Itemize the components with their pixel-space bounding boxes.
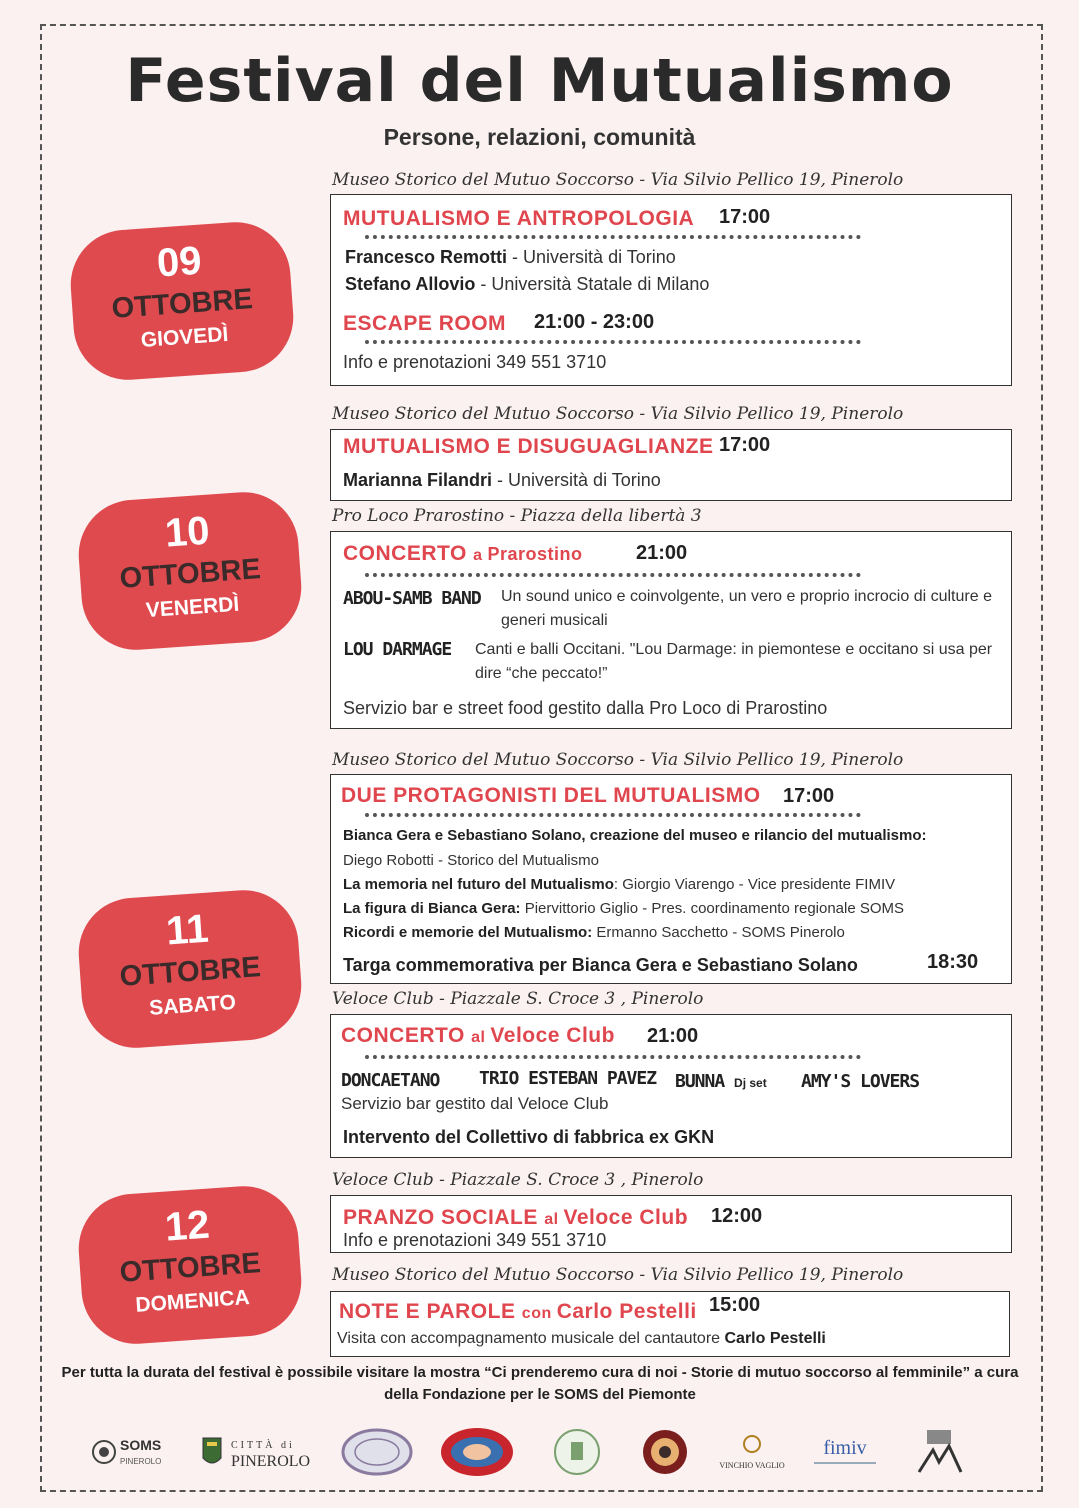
date-weekday: DOMENICA <box>134 1285 251 1317</box>
event-title <box>343 542 583 566</box>
band-name: AMY'S LOVERS <box>801 1071 920 1092</box>
bar-service: Servizio bar gestito dal Veloce Club <box>341 1094 609 1113</box>
date-day: 11 <box>164 906 210 954</box>
event-title: DUE PROTAGONISTI DEL MUTUALISMO <box>341 784 761 807</box>
handshake-graphic <box>437 1426 517 1478</box>
event-box-concerto-prarostino <box>330 531 1012 729</box>
info-booking: Info e prenotazioni 349 551 3710 <box>343 1230 607 1250</box>
page-subtitle: Persone, relazioni, comunità <box>383 124 696 150</box>
event-description <box>337 1330 826 1348</box>
title-part: NOTE E PAROLE <box>339 1300 522 1323</box>
speaker-affiliation: - Università Statale di Milano <box>475 274 710 294</box>
fimiv-logo <box>802 1424 888 1480</box>
speaker-name: Stefano Allovio <box>345 274 476 294</box>
title-part: Prarostino <box>487 544 583 564</box>
title-part: PRANZO SOCIALE <box>343 1206 545 1229</box>
dotted-divider <box>365 573 861 577</box>
event-title <box>343 1206 688 1230</box>
talk-line: Bianca Gera e Sebastiano Solano, creazione del museo e rilancio del mutualismo: <box>343 827 927 844</box>
event-box-disuguaglianze <box>330 429 1012 501</box>
citta-pinerolo-logo <box>194 1424 324 1480</box>
band-note: Dj set <box>734 1076 767 1090</box>
targa-line: Targa commemorativa per Bianca Gera e Sebastiano Solano <box>343 955 858 975</box>
venue-label: Pro Loco Prarostino - Piazza della libertà 3 <box>332 506 702 526</box>
title-part: Veloce Club <box>563 1206 689 1229</box>
title-part: a <box>473 547 488 564</box>
venue-label: Veloce Club - Piazzale S. Croce 3 , Pinerolo <box>332 1170 704 1190</box>
venue-label: Museo Storico del Mutuo Soccorso - Via Silvio Pellico 19, Pinerolo <box>332 1265 904 1285</box>
event-title: ESCAPE ROOM <box>343 312 507 335</box>
event-time: 12:00 <box>711 1205 763 1227</box>
vinchio-label: VINCHIO VAGLIO <box>719 1461 785 1470</box>
speaker-name: Marianna Filandri <box>343 470 493 490</box>
dotted-divider <box>365 1055 861 1059</box>
date-weekday: SABATO <box>148 990 237 1020</box>
soms-logo-graphic <box>90 1428 172 1476</box>
event-box-note-parole <box>330 1291 1010 1357</box>
band-name: ABOU-SAMB BAND <box>343 588 481 609</box>
talk-speaker: Ermanno Sacchetto - SOMS Pinerolo <box>592 924 845 941</box>
date-month: OTTOBRE <box>118 951 262 993</box>
desc-artist: Carlo Pestelli <box>724 1330 826 1347</box>
speaker-line <box>345 247 676 268</box>
round-seal-logo <box>336 1424 418 1480</box>
event-title: MUTUALISMO E ANTROPOLOGIA <box>343 207 695 230</box>
event-time: 21:00 <box>647 1025 699 1047</box>
intervento-line: Intervento del Collettivo di fabbrica ex GKN <box>343 1127 715 1147</box>
dotted-divider <box>365 235 861 239</box>
band-name: TRIO ESTEBAN PAVEZ <box>479 1068 657 1089</box>
event-time: 17:00 <box>783 785 835 807</box>
talk-title: La memoria nel futuro del Mutualismo <box>343 876 614 893</box>
date-day: 10 <box>163 508 212 556</box>
event-title: MUTUALISMO E DISUGUAGLIANZE <box>343 435 714 458</box>
sponsor-logos <box>90 1424 990 1480</box>
dotted-divider <box>365 813 861 817</box>
museum-graphic <box>909 1426 969 1478</box>
event-time: 21:00 - 23:00 <box>534 311 655 333</box>
fimiv-graphic <box>802 1428 888 1476</box>
talk-line <box>343 876 895 893</box>
venue-label: Veloce Club - Piazzale S. Croce 3 , Pinerolo <box>332 989 704 1009</box>
speaker-affiliation: - Università di Torino <box>507 247 676 267</box>
band-name <box>675 1071 767 1092</box>
event-time: 21:00 <box>636 542 688 564</box>
speaker-line <box>345 274 709 295</box>
citta-label: CITTÀ di <box>231 1440 295 1451</box>
badge-graphic <box>635 1426 695 1478</box>
citta-logo-graphic <box>197 1428 321 1476</box>
date-month: OTTOBRE <box>110 283 254 325</box>
event-time: 17:00 <box>719 206 771 228</box>
date-badge-11 <box>75 887 305 1052</box>
speaker-affiliation: - Università di Torino <box>492 470 661 490</box>
vinchio-vaglio-logo <box>710 1424 794 1480</box>
title-part: al <box>471 1029 491 1046</box>
talk-title: La figura di Bianca Gera: <box>343 900 521 917</box>
citta-name: PINEROLO <box>231 1453 311 1470</box>
title-part: al <box>544 1211 564 1228</box>
band-name-text: BUNNA <box>675 1071 725 1092</box>
talk-speaker: Piervittorio Giglio - Pres. coordinamento regionale SOMS <box>520 900 905 917</box>
band-name: DONCAETANO <box>341 1070 440 1091</box>
event-title <box>341 1024 615 1048</box>
date-day: 09 <box>155 238 204 286</box>
event-time: 17:00 <box>719 434 771 456</box>
page-title: Festival del Mutualismo <box>125 46 954 116</box>
talk-title: Ricordi e memorie del Mutualismo: <box>343 924 593 941</box>
event-box-antropologia <box>330 194 1012 386</box>
footer-note: Per tutta la durata del festival è possibile visitare la mostra “Ci prenderemo cura di noi - Storie di mutuo soccorso al femminile” a cura della Fondazione per le SOMS del Piemonte <box>61 1364 1019 1403</box>
seal-graphic <box>337 1427 417 1477</box>
band-description: Canti e balli Occitani. "Lou Darmage: in piemontese e occitano si usa per dire “che peccato!” <box>475 641 993 682</box>
talk-line: Diego Robotti - Storico del Mutualismo <box>343 852 599 869</box>
bar-service: Servizio bar e street food gestito dalla Pro Loco di Prarostino <box>343 698 828 718</box>
crest-graphic <box>547 1426 607 1478</box>
event-time: 15:00 <box>709 1294 761 1316</box>
vinchio-graphic <box>710 1428 794 1476</box>
title-part: con <box>521 1305 557 1322</box>
date-badge-10 <box>75 489 305 654</box>
date-month: OTTOBRE <box>118 1247 262 1289</box>
date-badge-12 <box>75 1183 305 1348</box>
green-crest-logo <box>536 1424 618 1480</box>
event-box-protagonisti <box>330 774 1012 984</box>
date-day: 12 <box>163 1202 212 1250</box>
date-weekday: GIOVEDÌ <box>140 322 230 352</box>
event-title <box>339 1300 697 1324</box>
date-weekday: VENERDÌ <box>145 592 240 623</box>
title-part: Carlo Pestelli <box>556 1300 697 1323</box>
venue-label: Museo Storico del Mutuo Soccorso - Via Silvio Pellico 19, Pinerolo <box>332 170 904 190</box>
title-part: Veloce Club <box>490 1024 615 1047</box>
date-badge-09 <box>67 219 297 384</box>
speaker-line <box>343 470 661 491</box>
info-booking: Info e prenotazioni 349 551 3710 <box>343 352 607 372</box>
dark-badge-logo <box>624 1424 706 1480</box>
title-part: CONCERTO <box>341 1024 472 1047</box>
talk-line <box>343 900 904 917</box>
soms-sub: PINEROLO <box>120 1457 162 1466</box>
fimiv-label: fimiv <box>823 1437 867 1459</box>
venue-label: Museo Storico del Mutuo Soccorso - Via Silvio Pellico 19, Pinerolo <box>332 750 904 770</box>
soms-label: SOMS <box>120 1437 162 1453</box>
event-box-pranzo <box>330 1195 1012 1253</box>
speaker-name: Francesco Remotti <box>345 247 508 267</box>
soms-logo <box>90 1424 172 1480</box>
dotted-divider <box>365 340 861 344</box>
museum-logo <box>898 1424 980 1480</box>
talk-speaker: : Giorgio Viarengo - Vice presidente FIMIV <box>613 876 896 893</box>
event-box-concerto-veloce <box>330 1014 1012 1158</box>
band-name: LOU DARMAGE <box>343 639 452 660</box>
band-description: Un sound unico e coinvolgente, un vero e proprio incrocio di culture e generi musicali <box>501 588 992 629</box>
date-month: OTTOBRE <box>118 553 262 595</box>
desc-text: Visita con accompagnamento musicale del cantautore <box>337 1330 725 1347</box>
venue-label: Museo Storico del Mutuo Soccorso - Via Silvio Pellico 19, Pinerolo <box>332 404 904 424</box>
event-time: 18:30 <box>927 951 979 973</box>
title-part: CONCERTO <box>343 542 474 565</box>
talk-line <box>343 924 845 941</box>
handshake-logo <box>436 1424 518 1480</box>
